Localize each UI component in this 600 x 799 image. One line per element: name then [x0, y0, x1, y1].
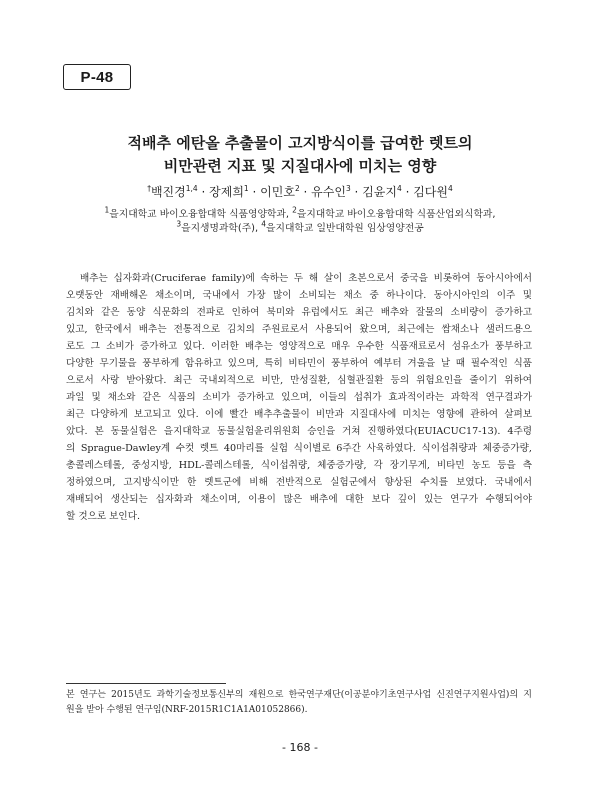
affiliation-line-1 — [60, 205, 540, 222]
author — [260, 185, 311, 199]
body-line: 과일 및 채소와 같은 식품의 소비가 증가하고 있으며, 이들의 섭취가 효과적이라는 과학적 연구결과가 — [66, 392, 532, 403]
body-line: 정하였으며, 고지방식이만 한 렛트군에 비해 전반적으로 실험군에서 향상된 수치를 보였다. 국내에서 — [66, 477, 532, 488]
author — [209, 185, 260, 199]
affiliations — [60, 205, 540, 236]
body-line: 의 Sprague-Dawley계 수컷 렛트 40마리를 실험 식이별로 6주간 사육하였다. 식이섭취량과 체중증가량, — [66, 443, 532, 454]
paper-title — [60, 132, 540, 178]
body-line: 으로서 사랑 받아왔다. 최근 국내외적으로 비만, 만성질환, 심혈관질환 등의 위험요인을 줄이기 위하여 — [66, 375, 532, 386]
body-line: 오랫동안 재배해온 채소이며, 국내에서 가장 많이 소비되는 채소 중 하나이다. 동아시아인의 이주 및 — [66, 290, 532, 301]
body-line: 김치와 같은 동양 식문화의 전파로 인하여 북미와 유럽에서도 최근 배추와 잘물의 소비량이 증가하고 — [66, 307, 532, 318]
body-line: 로도 그 소비가 증가하고 있다. 이러한 배추는 영양적으로 매우 우수한 식품재료로서 섬유소가 풍부하고 — [66, 341, 532, 352]
affiliation-sup: 4 — [261, 219, 267, 229]
author-separator: · — [350, 185, 363, 199]
affiliation-text: 을지대학교 일반대학원 임상영양전공 — [266, 223, 424, 234]
author-name: 유수인 — [311, 185, 346, 199]
body-line: 재배되어 생산되는 십자화과 채소이며, 이용이 많은 배추에 대한 보다 깊이 있는 연구가 수행되어야 — [66, 494, 532, 505]
author-affiliation-sup: 1,4 — [185, 184, 198, 193]
funding-footnote — [66, 688, 532, 718]
author — [311, 185, 362, 199]
title-line-2: 비만관련 지표 및 지질대사에 미치는 영향 — [163, 157, 437, 175]
affiliation-sup: 2 — [292, 205, 297, 215]
author-affiliation-sup: 4 — [447, 184, 453, 193]
body-line: 총콜레스테롤, 중성지방, HDL-콜레스테롤, 식이섭취량, 체중증가량, 각 장기무게, 비타민 농도 등을 측 — [66, 460, 532, 471]
author-separator: · — [248, 185, 261, 199]
author-list — [60, 183, 540, 201]
author — [147, 185, 209, 199]
page-number: - 168 - — [282, 741, 318, 754]
author-affiliation-sup: 3 — [345, 184, 351, 193]
footnote-line-2: 원을 받아 수행된 연구임(NRF-2015R1C1A1A01052866). — [66, 705, 308, 715]
affiliation-text: 을지생명과학(주), — [181, 223, 262, 234]
abstract-number-badge: P-48 — [63, 64, 131, 90]
corresponding-mark: † — [147, 184, 151, 193]
author-separator: · — [197, 185, 210, 199]
author — [362, 185, 413, 199]
author-separator: · — [299, 185, 312, 199]
affiliation-line-2 — [60, 219, 540, 236]
title-line-1: 적배추 에탄올 추출물이 고지방식이를 급여한 렛트의 — [127, 134, 473, 152]
affiliation-sup: 1 — [104, 205, 110, 215]
abstract-body — [66, 270, 532, 525]
footnote-divider — [66, 683, 226, 684]
body-line: 최근 다양하게 보고되고 있다. 이에 빨간 배추추출물이 비만과 지질대사에 미치는 영향에 관하여 살펴보 — [66, 409, 532, 420]
author-name: 김다원 — [413, 185, 448, 199]
body-line: 았다. 본 동물실험은 을지대학교 동물실험윤리위원회 승인을 거쳐 진행하였다(EUIACUC17-13). 4주령 — [66, 426, 532, 437]
footnote-line-1: 본 연구는 2015년도 과학기술정보통신부의 재원으로 한국연구재단(이공분야기초연구사업 신진연구지원사업)의 지 — [66, 690, 532, 700]
body-line: 다양한 무기물을 풍부하게 함유하고 있으며, 특히 비타민이 풍부하여 예부터 겨울을 날 때 필수적인 식품 — [66, 358, 532, 369]
body-line: 할 것으로 보인다. — [66, 511, 141, 522]
author-name: 장제희 — [209, 185, 244, 199]
author-affiliation-sup: 4 — [396, 184, 402, 193]
author-name: 이민호 — [260, 185, 295, 199]
affiliation-text: 을지대학교 바이오융합대학 식품영양학과, — [109, 209, 293, 220]
affiliation-text: 을지대학교 바이오융합대학 식품산업외식학과, — [296, 209, 496, 220]
affiliation-sup: 3 — [176, 219, 182, 229]
body-line: 있고, 한국에서 배추는 전통적으로 김치의 주원료로서 사용되어 왔으며, 최근에는 쌈채소나 샐러드용으 — [66, 324, 532, 335]
author-separator: · — [401, 185, 414, 199]
author-affiliation-sup: 1 — [243, 184, 249, 193]
author-affiliation-sup: 2 — [294, 184, 300, 193]
author-name: 백진경 — [150, 185, 186, 199]
author-name: 김윤지 — [362, 185, 397, 199]
body-line: 배추는 십자화과(Cruciferae family)에 속하는 두 해 살이 초본으로서 중국을 비롯하여 동아시아에서 — [80, 273, 532, 284]
author — [413, 185, 453, 199]
